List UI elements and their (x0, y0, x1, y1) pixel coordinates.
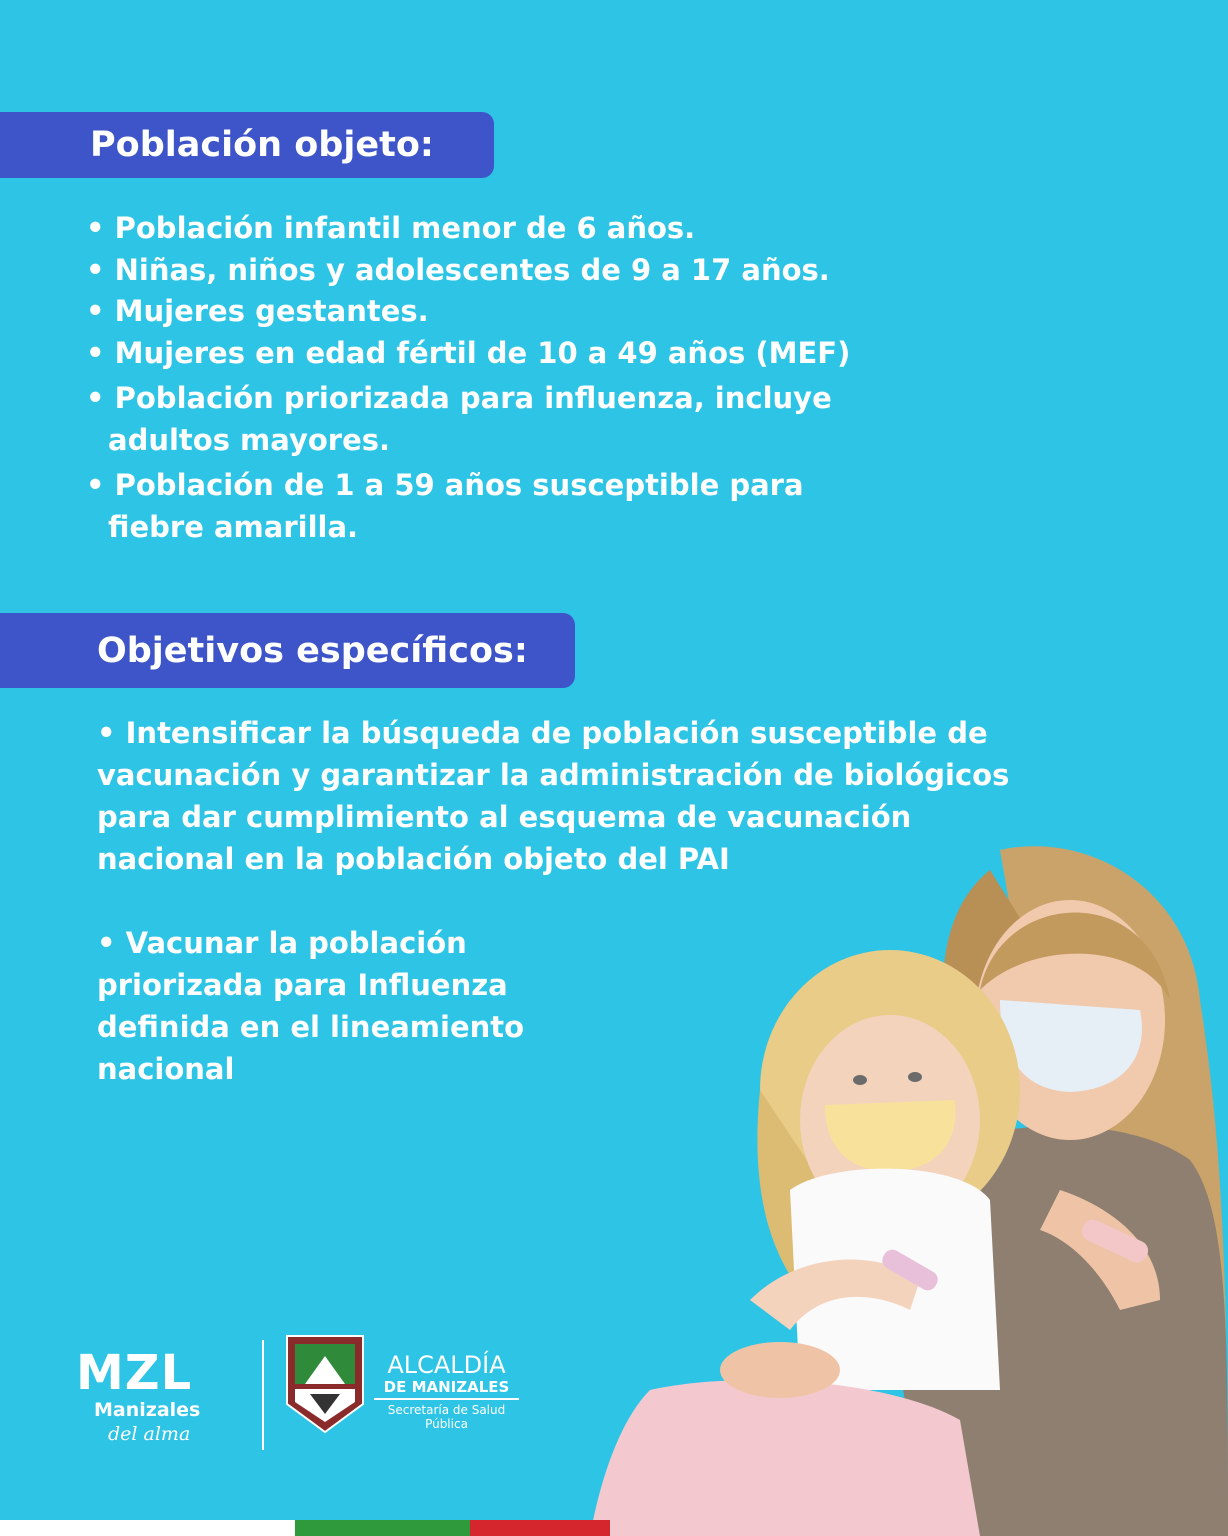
mother-child-photo (560, 830, 1228, 1536)
list-item: • Mujeres gestantes. (86, 294, 429, 328)
flag-stripe-green (295, 1520, 470, 1536)
population-list (86, 208, 946, 548)
list-item: • Población infantil menor de 6 años. (86, 211, 696, 245)
del-alma-logo-text: del alma (108, 1423, 191, 1445)
secretaria-text: Secretaría de Salud Pública (387, 1403, 506, 1431)
alcaldia-title: ALCALDÍA (387, 1351, 506, 1379)
section-title-poblacion: Población objeto: (0, 112, 494, 178)
manizales-logo-text: Manizales (94, 1399, 201, 1421)
section-title-objetivos: Objetivos específicos: (0, 613, 575, 688)
mzl-logo-text: MZL (76, 1345, 193, 1401)
objective-text: • Intensificar la búsqueda de población susceptible de vacunación y garantizar la administración de biológicos para dar cumplimiento al esquema de vacunación nacional en la población objeto del PAI (97, 716, 1010, 876)
flag-stripe-red (470, 1520, 610, 1536)
manizales-crest-icon (285, 1334, 365, 1434)
logo-divider (262, 1340, 264, 1450)
flag-stripe-white (0, 1520, 295, 1536)
list-item: • Población de 1 a 59 años susceptible para fiebre amarilla. (86, 468, 804, 544)
list-item: • Población priorizada para influenza, incluye adultos mayores. (86, 381, 832, 457)
mzl-logo (76, 1345, 246, 1450)
list-item: • Niñas, niños y adolescentes de 9 a 17 años. (86, 252, 830, 287)
list-item: • Mujeres en edad fértil de 10 a 49 años (MEF) (86, 335, 851, 370)
objective-text: • Vacunar la población priorizada para Influenza definida en el lineamiento nacional (97, 926, 525, 1086)
alcaldia-subtitle: DE MANIZALES (374, 1378, 519, 1400)
alcaldia-logo (374, 1352, 519, 1431)
